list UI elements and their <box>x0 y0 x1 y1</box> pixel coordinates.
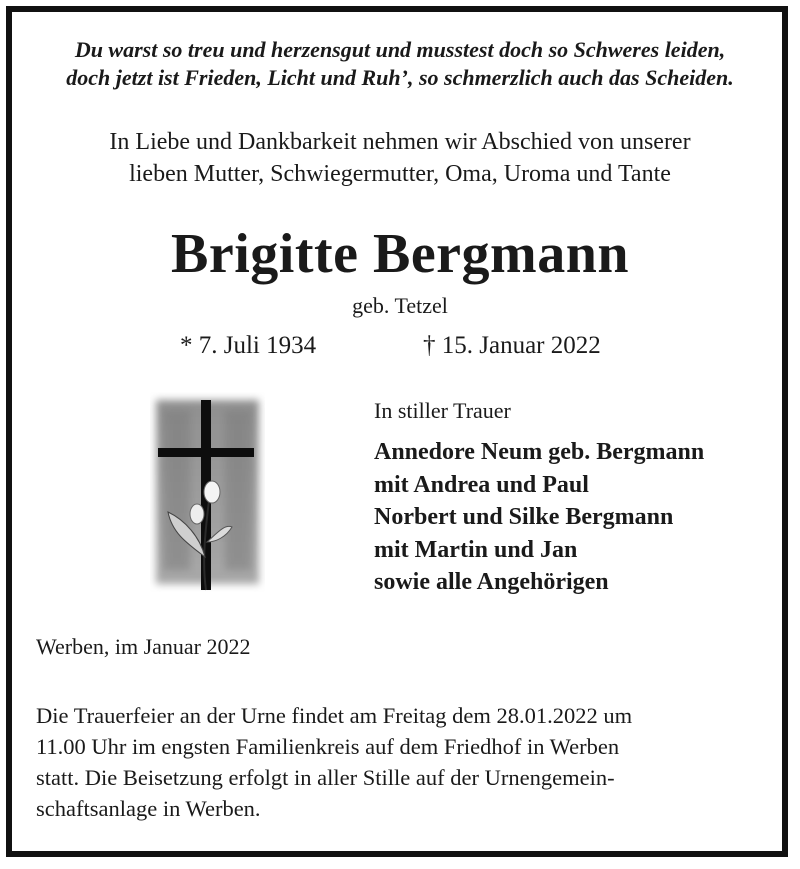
notice-line: 11.00 Uhr im engsten Familienkreis auf dem Friedhof in Werben <box>36 734 620 759</box>
birth-name: geb. Tetzel <box>352 293 448 318</box>
notice-line: Die Trauerfeier an der Urne findet am Freitag dem 28.01.2022 um <box>36 703 633 728</box>
notice-line: statt. Die Beisetzung erfolgt in aller Stille auf der Urnengemein- <box>36 765 615 790</box>
mourner-line: Annedore Neum geb. Bergmann <box>374 439 705 465</box>
mourning-heading: In stiller Trauer <box>374 398 511 423</box>
notice-line: schaftsanlage in Werben. <box>36 796 261 821</box>
poem-line: doch jetzt ist Frieden, Licht und Ruh’, so schmerzlich auch das Scheiden. <box>66 65 734 90</box>
poem-verse <box>0 36 800 92</box>
birth-date: * 7. Juli 1934 <box>180 332 317 359</box>
cross-with-flower-image <box>150 392 265 592</box>
mourners-list <box>374 436 704 599</box>
intro-text <box>0 126 800 190</box>
mourner-line: mit Andrea und Paul <box>374 471 589 498</box>
intro-line: lieben Mutter, Schwiegermutter, Oma, Uroma und Tante <box>129 161 671 187</box>
death-date: † 15. Januar 2022 <box>423 332 601 359</box>
deceased-name: Brigitte Bergmann <box>171 223 629 285</box>
funeral-notice <box>36 700 768 824</box>
poem-line: Du warst so treu und herzensgut und musstest doch so Schweres leiden, <box>74 37 726 62</box>
mourner-line: sowie alle Angehörigen <box>374 569 609 595</box>
mourner-line: Norbert und Silke Bergmann <box>374 504 674 530</box>
intro-line: In Liebe und Dankbarkeit nehmen wir Abschied von unserer <box>109 129 691 155</box>
mourner-line: mit Martin und Jan <box>374 536 578 563</box>
place-and-date: Werben, im Januar 2022 <box>36 634 251 659</box>
